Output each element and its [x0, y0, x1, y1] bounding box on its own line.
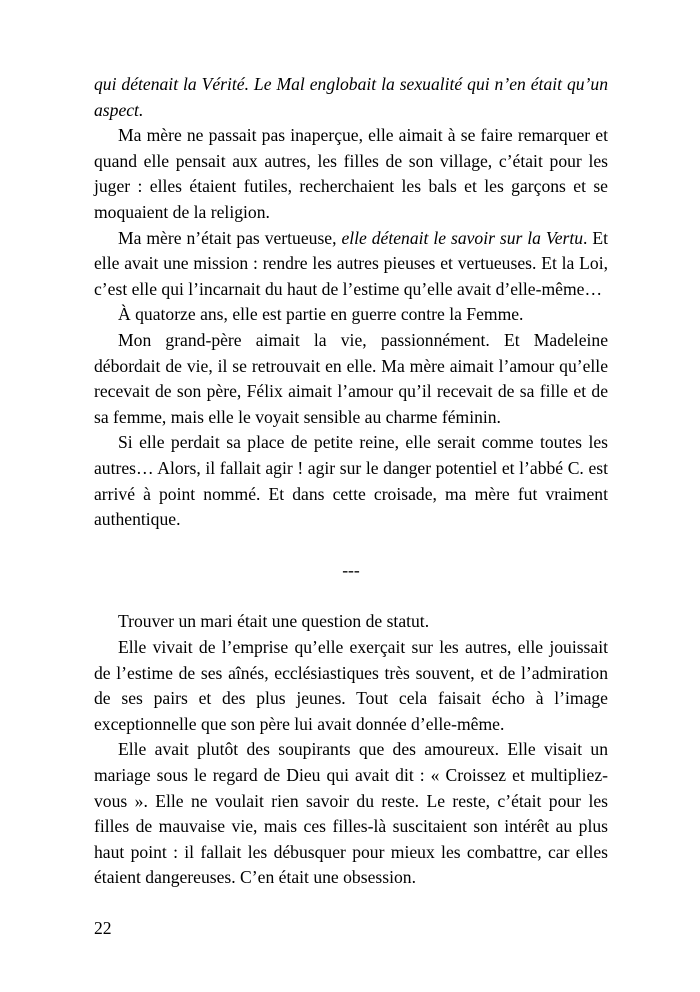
paragraph-8	[94, 635, 608, 737]
paragraph-1-text: qui détenait la Vérité. Le Mal englobait la sexualité qui n’en était qu’un aspect.	[94, 74, 608, 120]
page-body	[94, 72, 608, 891]
paragraph-4-text: À quatorze ans, elle est partie en guerre contre la Femme.	[118, 304, 524, 325]
paragraph-6-text: Si elle perdait sa place de petite reine, elle serait comme toutes les autres… Alors, il fallait agir ! agir sur le danger potentiel et l’abbé C. est arrivé à point nommé. Et dans cette croisade, ma mère fut vraiment authentique.	[94, 432, 608, 530]
paragraph-2	[94, 123, 608, 225]
paragraph-7	[94, 609, 608, 635]
paragraph-3	[94, 226, 608, 303]
paragraph-6	[94, 430, 608, 532]
paragraph-4	[94, 302, 608, 328]
paragraph-2-text: Ma mère ne passait pas inaperçue, elle aimait à se faire remarquer et quand elle pensait aux autres, les filles de son village, c’était pour les juger : elles étaient futiles, recherchaient les bals et les garçons et se moquaient de la religion.	[94, 125, 608, 222]
paragraph-5	[94, 328, 608, 430]
paragraph-3-text-start: Ma mère n’était pas vertueuse,	[118, 227, 342, 248]
paragraph-9	[94, 737, 608, 891]
paragraph-3-italic-phrase: elle détenait le savoir sur la Vertu	[341, 227, 584, 248]
paragraph-1	[94, 72, 608, 123]
section-break: ---	[342, 560, 360, 581]
paragraph-7-text: Trouver un mari était une question de statut.	[118, 611, 430, 632]
paragraph-9-text: Elle avait plutôt des soupirants que des amoureux. Elle visait un mariage sous le regard de Dieu qui avait dit : « Croissez et multipliez-vous ». Elle ne voulait rien savoir du reste. Le reste, c’était pour les filles de mauvaise vie, mais ces filles-là suscitaient son intérêt au plus haut point : il fallait les débusquer pour mieux les combattre, car elles étaient dangereuses. C’en était une obsession.	[94, 739, 608, 888]
page-number: 22	[94, 918, 112, 938]
paragraph-3-text-end: . Et elle avait une mission : rendre les autres pieuses et vertueuses. Et la Loi, c’est elle qui l’incarnait du haut de l’estime qu’elle avait d’elle-même…	[94, 227, 609, 299]
paragraph-8-text: Elle vivait de l’emprise qu’elle exerçait sur les autres, elle jouissait de l’estime de ses aînés, ecclésiastiques très souvent, et de l’admiration de ses pairs et des plus jeunes. Tout cela faisait écho à l’image exceptionnelle que son père lui avait donnée d’elle-même.	[94, 637, 608, 734]
paragraph-5-text: Mon grand-père aimait la vie, passionnément. Et Madeleine débordait de vie, il se retrouvait en elle. Ma mère aimait l’amour qu’elle recevait de son père, Félix aimait l’amour qu’il recevait de sa fille et de sa femme, mais elle le voyait sensible au charme féminin.	[94, 329, 608, 427]
